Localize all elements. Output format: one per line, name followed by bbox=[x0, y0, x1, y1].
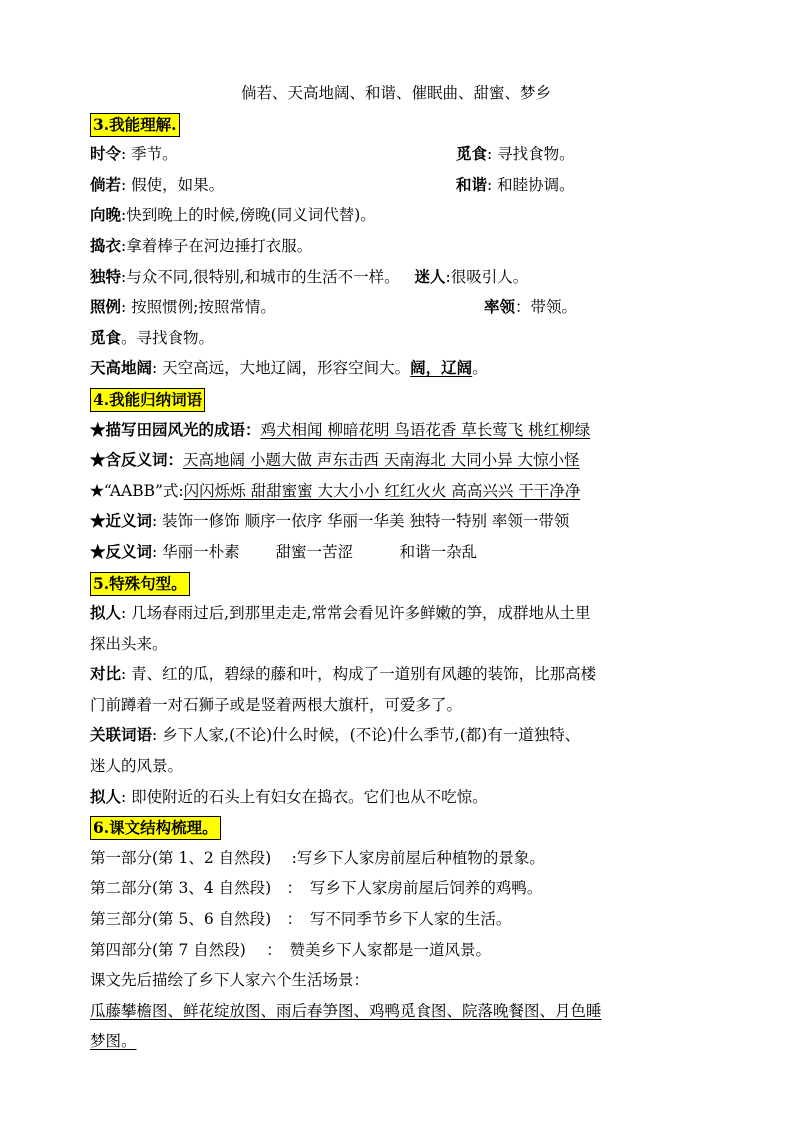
term: 天高地阔 bbox=[90, 358, 153, 378]
sentence-text: : 乡下人家,(不论)什么时候，(不论)什么季节,(都)有一道独特、 bbox=[152, 726, 581, 745]
definition-row bbox=[90, 353, 710, 384]
sentence-type: 关联词语 bbox=[90, 725, 153, 745]
underlined-note: 阔，辽阔 bbox=[410, 358, 473, 378]
sentence-example bbox=[90, 598, 710, 629]
section-heading-understand: 3.我能理解. bbox=[90, 113, 180, 137]
word-group-row bbox=[90, 415, 710, 446]
word-list: : 华丽一朴素 甜蜜一苦涩 和谐一杂乱 bbox=[152, 542, 478, 561]
group-label: “AABB”式 bbox=[103, 481, 179, 500]
term: 和谐 bbox=[456, 174, 488, 194]
term: 捣衣 bbox=[90, 235, 122, 255]
definition: : 寻找食物。 bbox=[487, 145, 575, 164]
definition: ：带领。 bbox=[515, 298, 578, 317]
punctuation: 。 bbox=[472, 359, 488, 378]
word-list: 闪闪烁烁 甜甜蜜蜜 大大小小 红红火火 高高兴兴 干干净净 bbox=[183, 481, 581, 500]
term: 倘若 bbox=[90, 174, 122, 194]
definition: : 季节。 bbox=[121, 145, 178, 164]
star-icon: ★ bbox=[90, 480, 104, 500]
term: 照例 bbox=[90, 297, 122, 317]
structure-part-3: 第三部分(第 5、6 自然段) ： 写不同季节乡下人家的生活。 bbox=[90, 910, 512, 929]
section-heading-words: 4.我能归纳词语 bbox=[90, 388, 205, 412]
definition-row bbox=[90, 292, 710, 323]
definition: : 按照惯例;按照常情。 bbox=[121, 298, 276, 317]
sentence-example bbox=[90, 720, 710, 751]
sentence-text-continued: 迷人的风景。 bbox=[90, 757, 184, 776]
definition-row bbox=[90, 262, 710, 293]
structure-part-2: 第二部分(第 3、4 自然段) ： 写乡下人家房前屋后饲养的鸡鸭。 bbox=[90, 879, 543, 898]
sentence-type: 对比 bbox=[90, 664, 122, 684]
sentence-text-continued: 探出头来。 bbox=[90, 634, 168, 653]
word-list: : 装饰一修饰 顺序一依序 华丽一华美 独特一特别 率领一带领 bbox=[152, 512, 570, 531]
word-group-row bbox=[90, 445, 710, 476]
definition: 。寻找食物。 bbox=[121, 328, 215, 347]
definition-row bbox=[90, 323, 710, 354]
term: 时令 bbox=[90, 144, 122, 164]
word-list: 鸡犬相闻 柳暗花明 鸟语花香 草长莺飞 桃红柳绿 bbox=[260, 420, 591, 439]
structure-part-1: 第一部分(第 1、2 自然段) :写乡下人家房前屋后种植物的景象。 bbox=[90, 848, 545, 867]
definition: : 天空高远，大地辽阔，形容空间大。 bbox=[152, 359, 411, 378]
colon: : bbox=[178, 481, 184, 500]
definition: :快到晚上的时候,傍晚(同义词代替)。 bbox=[121, 206, 376, 225]
term: 向晚 bbox=[90, 205, 122, 225]
definition: :与众不同,很特别,和城市的生活不一样。 bbox=[121, 267, 400, 286]
definition: : 和睦协调。 bbox=[487, 175, 575, 194]
vocabulary-list: 倘若、天高地阔、和谐、催眠曲、甜蜜、梦乡 bbox=[240, 84, 551, 102]
sentence-type: 拟人 bbox=[90, 603, 122, 623]
sentence-example bbox=[90, 659, 710, 690]
word-list: 天高地阔 小题大做 声东击西 天南海北 大同小异 大惊小怪 bbox=[183, 451, 580, 470]
sentence-example bbox=[90, 782, 710, 813]
group-label: ★描写田园风光的成语： bbox=[90, 419, 261, 439]
scenes-list: 瓜藤攀檐图、鲜花绽放图、雨后春笋图、鸡鸭觅食图、院落晚餐图、月色睡 bbox=[90, 1001, 602, 1020]
term: 率领 bbox=[484, 297, 516, 317]
term: 迷人 bbox=[414, 266, 446, 286]
word-group-row bbox=[90, 476, 710, 507]
sentence-type: 拟人 bbox=[90, 786, 122, 806]
definition: : 假使，如果。 bbox=[121, 175, 225, 194]
document-page bbox=[90, 78, 710, 1057]
sentence-text: : 几场春雨过后,到那里走走,常常会看见许多鲜嫩的笋，成群地从土里 bbox=[121, 604, 591, 623]
definition-row bbox=[90, 231, 710, 262]
sentence-text: : 青、红的瓜，碧绿的藤和叶，构成了一道别有风趣的装饰，比那高楼 bbox=[121, 665, 597, 684]
group-label: ★含反义词： bbox=[90, 450, 184, 470]
group-label: ★近义词 bbox=[90, 511, 153, 531]
term: 独特 bbox=[90, 266, 122, 286]
structure-part-4: 第四部分(第 7 自然段) ： 赞美乡下人家都是一道风景。 bbox=[90, 940, 491, 959]
term: 觅食 bbox=[90, 327, 122, 347]
definition-row bbox=[90, 139, 710, 170]
scenes-list-continued: 梦图。 bbox=[90, 1032, 137, 1051]
definition: :拿着棒子在河边捶打衣服。 bbox=[121, 236, 313, 255]
group-label: ★反义词 bbox=[90, 541, 153, 561]
definition: :很吸引人。 bbox=[445, 267, 529, 286]
sentence-text-continued: 门前蹲着一对石狮子或是竖着两根大旗杆，可爱多了。 bbox=[90, 695, 463, 714]
sentence-text: : 即使附近的石头上有妇女在捣衣。它们也从不吃惊。 bbox=[121, 787, 488, 806]
section-heading-structure: 6.课文结构梳理。 bbox=[90, 816, 221, 840]
word-group-row bbox=[90, 537, 710, 568]
definition-row bbox=[90, 200, 710, 231]
term: 觅食 bbox=[456, 144, 488, 164]
scenes-intro: 课文先后描绘了乡下人家六个生活场景： bbox=[90, 971, 370, 990]
definition-row bbox=[90, 170, 710, 201]
section-heading-sentences: 5.特殊句型。 bbox=[90, 572, 190, 596]
word-group-row bbox=[90, 506, 710, 537]
